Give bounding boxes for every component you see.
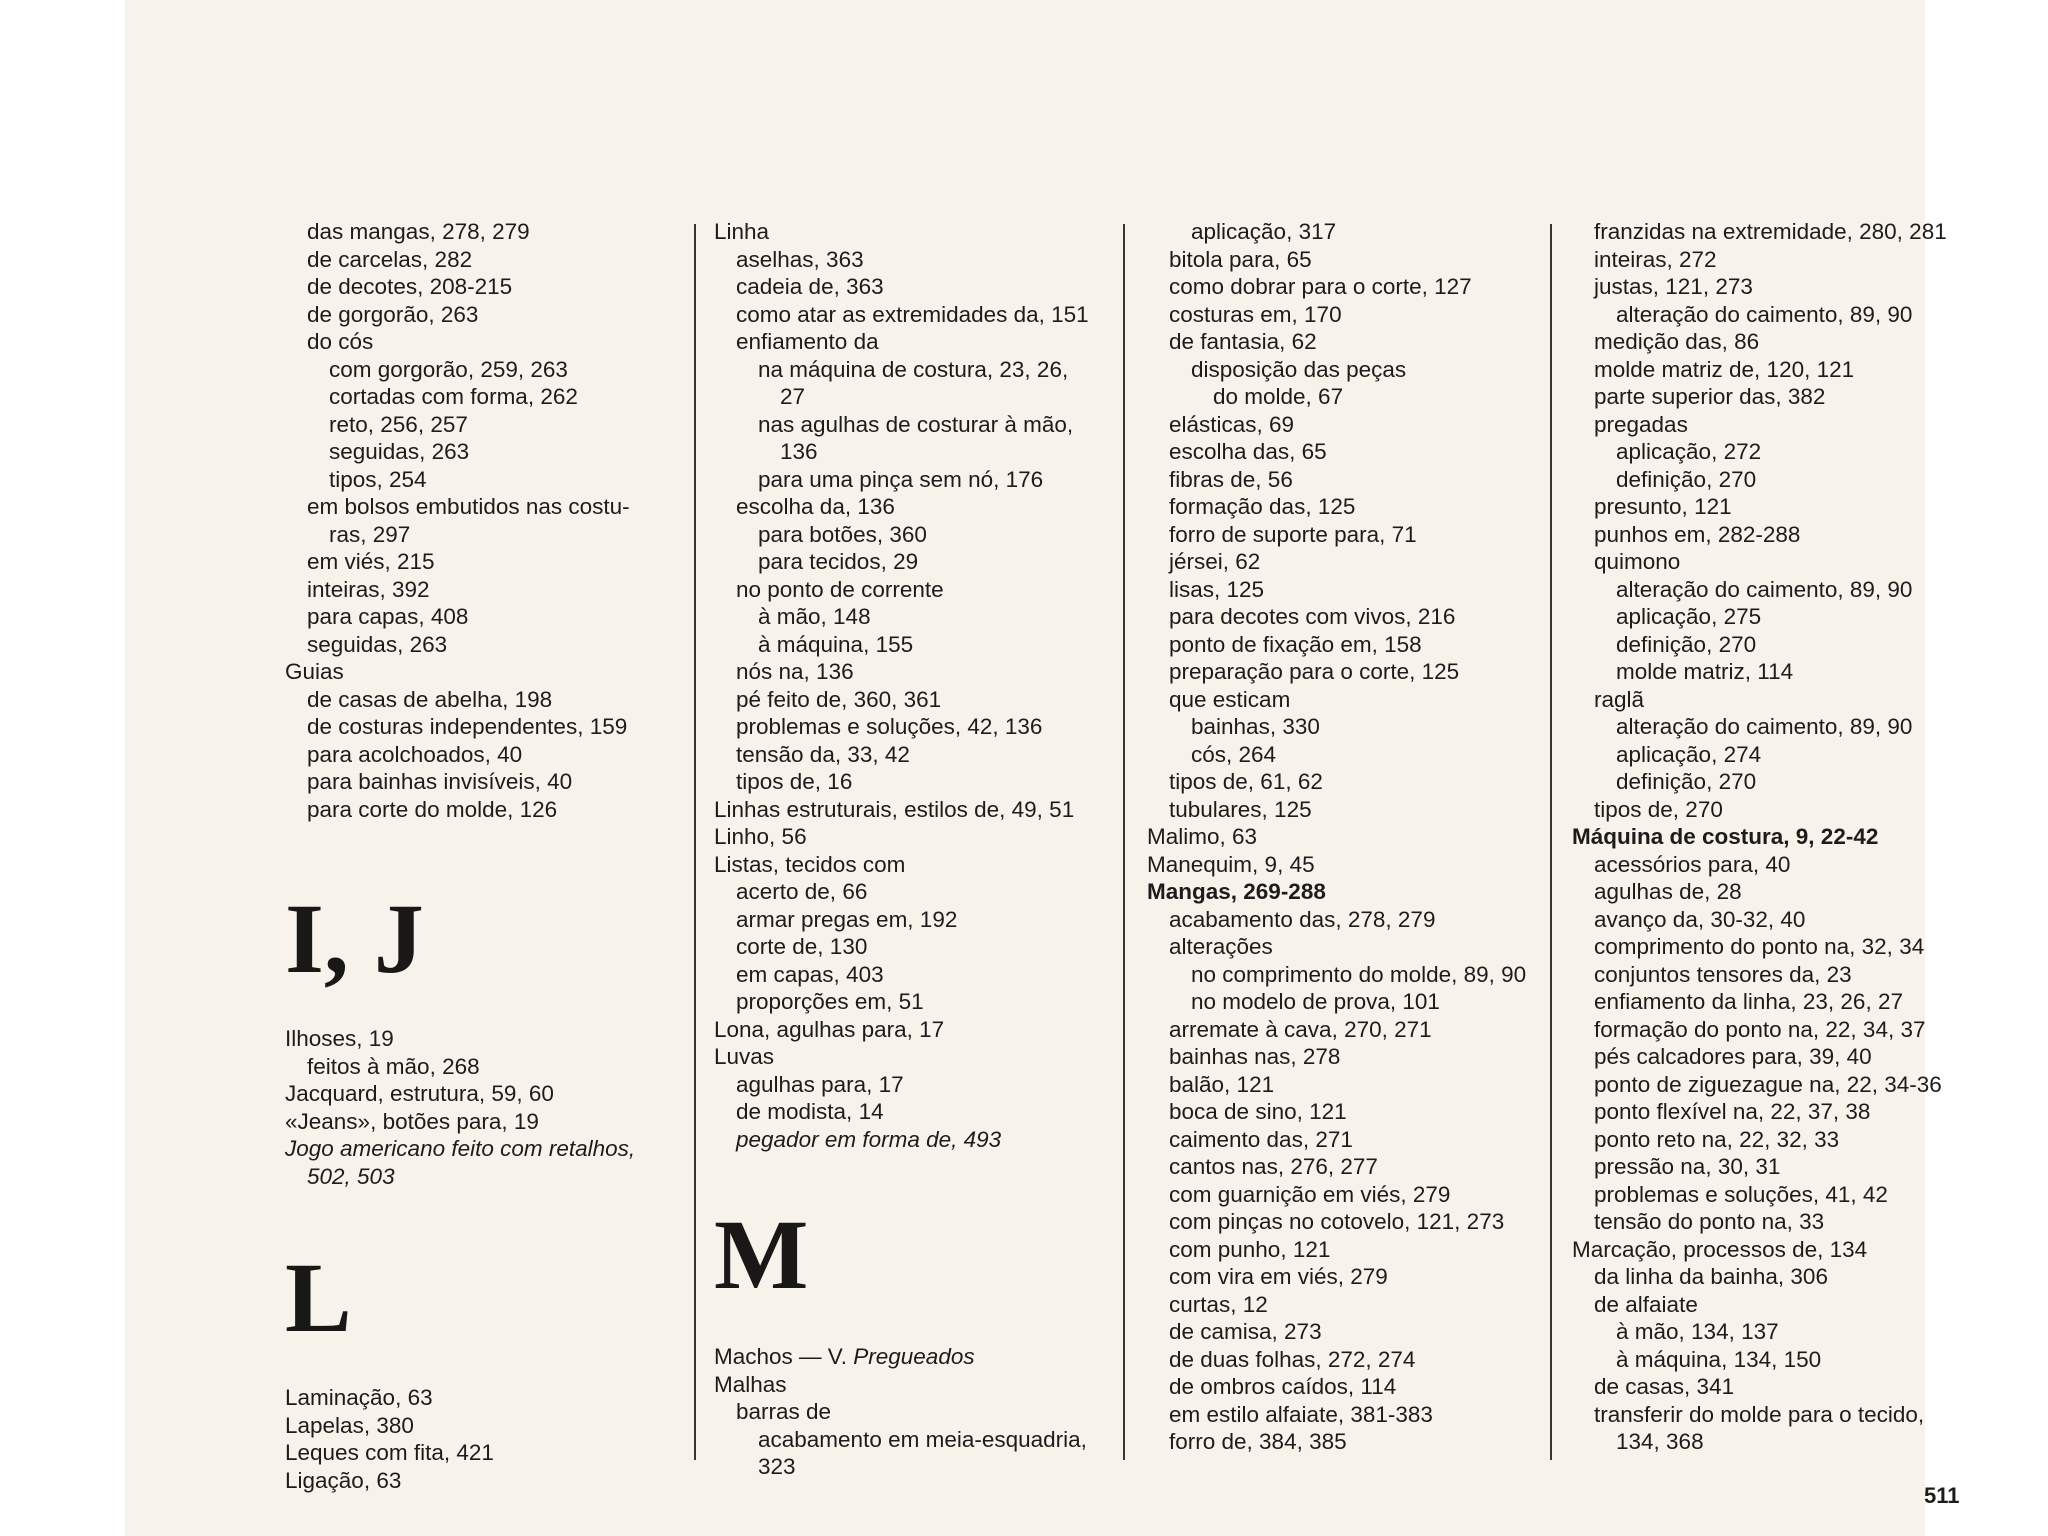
index-entry: Manequim, 9, 45 [1147,851,1315,877]
index-entry: pé feito de, 360, 361 [736,686,942,712]
index-heading: Mangas, 269-288 [1147,879,1326,904]
index-entry: inteiras, 392 [307,576,430,602]
index-entry: acerto de, 66 [736,879,868,904]
index-entry: para capas, 408 [307,604,469,629]
index-entry: em capas, 403 [736,961,884,987]
index-entry: de fantasia, 62 [1169,329,1317,354]
index-entry: 134, 368 [1616,1429,1704,1454]
index-entry: forro de suporte para, 71 [1169,521,1417,547]
index-entry: Leques com fita, 421 [285,1440,494,1465]
index-entry: em viés, 215 [307,549,435,574]
index-entry: escolha das, 65 [1169,439,1327,464]
index-entry: definição, 270 [1616,466,1757,492]
index-column-3 [1147,218,1547,1456]
index-entry: fibras de, 56 [1169,466,1293,492]
index-entry: molde matriz, 114 [1616,659,1794,684]
index-entry: no modelo de prova, 101 [1191,989,1440,1014]
index-entry: Laminação, 63 [285,1385,433,1410]
index-entry: de gorgorão, 263 [307,301,479,327]
index-entry: como dobrar para o corte, 127 [1169,274,1472,299]
index-entry: preparação para o corte, 125 [1169,659,1460,684]
index-entry: aplicação, 317 [1191,219,1337,244]
index-entry: armar pregas em, 192 [736,906,958,932]
index-entry: aselhas, 363 [736,246,864,272]
index-entry: no ponto de corrente [736,576,944,602]
index-entry: alteração do caimento, 89, 90 [1616,576,1913,602]
index-entry: cantos nas, 276, 277 [1169,1154,1378,1179]
index-entry: escolha da, 136 [736,494,895,519]
index-entry: de costuras independentes, 159 [307,714,628,739]
index-entry: cortadas com forma, 262 [329,384,578,409]
index-entry: acabamento das, 278, 279 [1169,906,1436,932]
index-entry: presunto, 121 [1594,494,1732,519]
index-entry: raglã [1594,686,1645,712]
index-entry: definição, 270 [1616,769,1757,794]
index-entry: bitola para, 65 [1169,246,1312,272]
index-entry: molde matriz de, 120, 121 [1594,356,1855,382]
index-entry: problemas e soluções, 42, 136 [736,714,1043,739]
index-entry: no comprimento do molde, 89, 90 [1191,961,1527,987]
cross-reference: Pregueados [853,1344,975,1369]
index-entry: definição, 270 [1616,631,1757,657]
index-entry: ponto flexível na, 22, 37, 38 [1594,1099,1871,1124]
index-entry: Lona, agulhas para, 17 [714,1016,945,1042]
index-entry: nas agulhas de costurar à mão, [758,411,1074,437]
index-entry: do molde, 67 [1213,384,1344,409]
index-entry: elásticas, 69 [1169,411,1295,437]
index-entry: Linho, 56 [714,824,807,849]
index-entry: quimono [1594,549,1681,574]
index-entry: medição das, 86 [1594,329,1760,354]
index-entry: acessórios para, 40 [1594,851,1791,877]
index-entry: Listas, tecidos com [714,851,906,877]
index-entry: nós na, 136 [736,659,854,684]
index-entry: jérsei, 62 [1169,549,1261,574]
index-entry: da linha da bainha, 306 [1594,1264,1828,1289]
index-entry: curtas, 12 [1169,1291,1268,1317]
index-entry: arremate à cava, 270, 271 [1169,1016,1432,1042]
index-entry: justas, 121, 273 [1594,274,1753,299]
index-entry: ras, 297 [329,521,411,547]
index-entry: balão, 121 [1169,1071,1275,1097]
index-entry: tubulares, 125 [1169,796,1312,822]
index-entry: bainhas nas, 278 [1169,1044,1341,1069]
index-entry: de carcelas, 282 [307,246,473,272]
index-entry: ponto reto na, 22, 32, 33 [1594,1126,1840,1152]
index-entry: agulhas de, 28 [1594,879,1742,904]
index-entry: formação do ponto na, 22, 34, 37 [1594,1016,1926,1042]
column-rule [1123,224,1125,1460]
index-entry: Ilhoses, 19 [285,1026,394,1051]
index-entry: feitos à mão, 268 [307,1053,480,1079]
index-heading: Máquina de costura, 9, 22-42 [1572,824,1879,849]
index-entry: formação das, 125 [1169,494,1356,519]
index-entry: com vira em viés, 279 [1169,1264,1388,1289]
index-entry: Marcação, processos de, 134 [1572,1236,1868,1262]
index-entry: inteiras, 272 [1594,246,1717,272]
index-entry: tipos de, 61, 62 [1169,769,1323,794]
index-entry: à mão, 134, 137 [1616,1319,1779,1344]
index-entry: para botões, 360 [758,521,927,547]
index-entry: barras de [736,1399,832,1424]
index-entry: proporções em, 51 [736,989,924,1014]
index-entry: Jacquard, estrutura, 59, 60 [285,1081,554,1106]
index-entry: Jogo americano feito com retalhos, [285,1136,636,1161]
index-entry: com punho, 121 [1169,1236,1331,1262]
index-entry: em estilo alfaiate, 381-383 [1169,1401,1433,1427]
index-entry: com guarnição em viés, 279 [1169,1181,1451,1207]
index-entry: forro de, 384, 385 [1169,1429,1347,1454]
index-entry-machos [714,1343,1114,1371]
index-entry: disposição das peças [1191,356,1407,382]
index-entry: tipos de, 270 [1594,796,1723,822]
index-entry: caimento das, 271 [1169,1126,1353,1152]
index-entry: tensão do ponto na, 33 [1594,1209,1825,1234]
index-entry: Lapelas, 380 [285,1412,414,1438]
index-entry: Malimo, 63 [1147,824,1258,849]
index-entry-text: Machos — V. [714,1344,847,1369]
index-entry: ponto de ziguezague na, 22, 34-36 [1594,1071,1942,1097]
index-entry: seguidas, 263 [307,631,448,657]
index-entry: transferir do molde para o tecido, [1594,1401,1925,1427]
index-entry: de camisa, 273 [1169,1319,1322,1344]
index-entry: 323 [758,1454,796,1479]
index-entry: 136 [780,439,818,464]
index-entry: à mão, 148 [758,604,871,629]
index-entry: aplicação, 275 [1616,604,1762,629]
index-entry: franzidas na extremidade, 280, 281 [1594,219,1947,244]
index-entry: Guias [285,659,344,684]
index-entry: como atar as extremidades da, 151 [736,301,1089,327]
index-entry: costuras em, 170 [1169,301,1342,327]
index-entry: de ombros caídos, 114 [1169,1374,1397,1399]
index-entry: Ligação, 63 [285,1467,402,1493]
index-entry: para uma pinça sem nó, 176 [758,466,1044,492]
index-entry: alterações [1169,934,1273,959]
index-entry: de modista, 14 [736,1099,884,1124]
index-entry: Malhas [714,1371,787,1397]
index-entry: reto, 256, 257 [329,411,468,437]
index-entry: Luvas [714,1044,775,1069]
index-entry: de duas folhas, 272, 274 [1169,1346,1416,1372]
index-entry: de decotes, 208-215 [307,274,513,299]
index-column-2 [714,218,1114,1481]
index-entry: Linhas estruturais, estilos de, 49, 51 [714,796,1075,822]
index-entry: punhos em, 282-288 [1594,521,1801,547]
index-entry: cós, 264 [1191,741,1277,767]
index-entry: enfiamento da linha, 23, 26, 27 [1594,989,1903,1014]
index-entry: que esticam [1169,686,1291,712]
index-entry: aplicação, 272 [1616,439,1762,464]
index-entry: lisas, 125 [1169,576,1265,602]
index-entry: pressão na, 30, 31 [1594,1154,1781,1179]
index-entry: cadeia de, 363 [736,274,884,299]
index-entry: acabamento em meia-esquadria, [758,1426,1087,1452]
index-entry: Linha [714,219,770,244]
page-number: 511 [1924,1483,1960,1508]
index-entry: para tecidos, 29 [758,549,919,574]
index-page [125,0,1960,1536]
index-column-4 [1572,218,1972,1456]
index-entry: à máquina, 134, 150 [1616,1346,1822,1372]
section-letter-ij: I, J [285,883,424,994]
index-column-1 [285,218,687,1494]
index-entry: na máquina de costura, 23, 26, [758,356,1069,382]
index-entry: para corte do molde, 126 [307,796,558,822]
index-entry: parte superior das, 382 [1594,384,1826,409]
index-entry: bainhas, 330 [1191,714,1320,739]
index-entry: de alfaiate [1594,1291,1698,1317]
column-rule [1550,224,1552,1460]
index-entry: enfiamento da [736,329,879,354]
index-entry: do cós [307,329,374,354]
index-entry: tipos de, 16 [736,769,853,794]
index-entry: avanço da, 30-32, 40 [1594,906,1806,932]
index-entry: de casas, 341 [1594,1374,1735,1399]
index-entry: tipos, 254 [329,466,427,492]
index-entry: pegador em forma de, 493 [736,1126,1002,1152]
index-entry: de casas de abelha, 198 [307,686,553,712]
index-entry: conjuntos tensores da, 23 [1594,961,1852,987]
index-entry: com pinças no cotovelo, 121, 273 [1169,1209,1505,1234]
index-entry: corte de, 130 [736,934,868,959]
index-entry: aplicação, 274 [1616,741,1762,767]
index-entry: problemas e soluções, 41, 42 [1594,1181,1888,1207]
index-entry: «Jeans», botões para, 19 [285,1108,539,1134]
index-entry: agulhas para, 17 [736,1071,904,1097]
index-entry: 502, 503 [307,1163,395,1189]
section-letter-l: L [285,1242,352,1353]
index-entry: das mangas, 278, 279 [307,219,530,244]
index-entry: pregadas [1594,411,1688,437]
index-entry: tensão da, 33, 42 [736,741,910,767]
index-entry: para acolchoados, 40 [307,741,523,767]
index-entry: seguidas, 263 [329,439,470,464]
index-entry: ponto de fixação em, 158 [1169,631,1422,657]
index-entry: comprimento do ponto na, 32, 34 [1594,934,1925,959]
index-entry: 27 [780,384,806,409]
index-entry: à máquina, 155 [758,631,914,657]
index-entry: para bainhas invisíveis, 40 [307,769,573,794]
index-entry: com gorgorão, 259, 263 [329,356,568,382]
index-entry: boca de sino, 121 [1169,1099,1347,1124]
index-entry: para decotes com vivos, 216 [1169,604,1456,629]
column-rule [694,224,696,1460]
index-entry: alteração do caimento, 89, 90 [1616,714,1913,739]
index-entry: pés calcadores para, 39, 40 [1594,1044,1872,1069]
section-letter-m: M [714,1199,809,1310]
index-entry: alteração do caimento, 89, 90 [1616,301,1913,327]
index-entry: em bolsos embutidos nas costu- [307,494,630,519]
